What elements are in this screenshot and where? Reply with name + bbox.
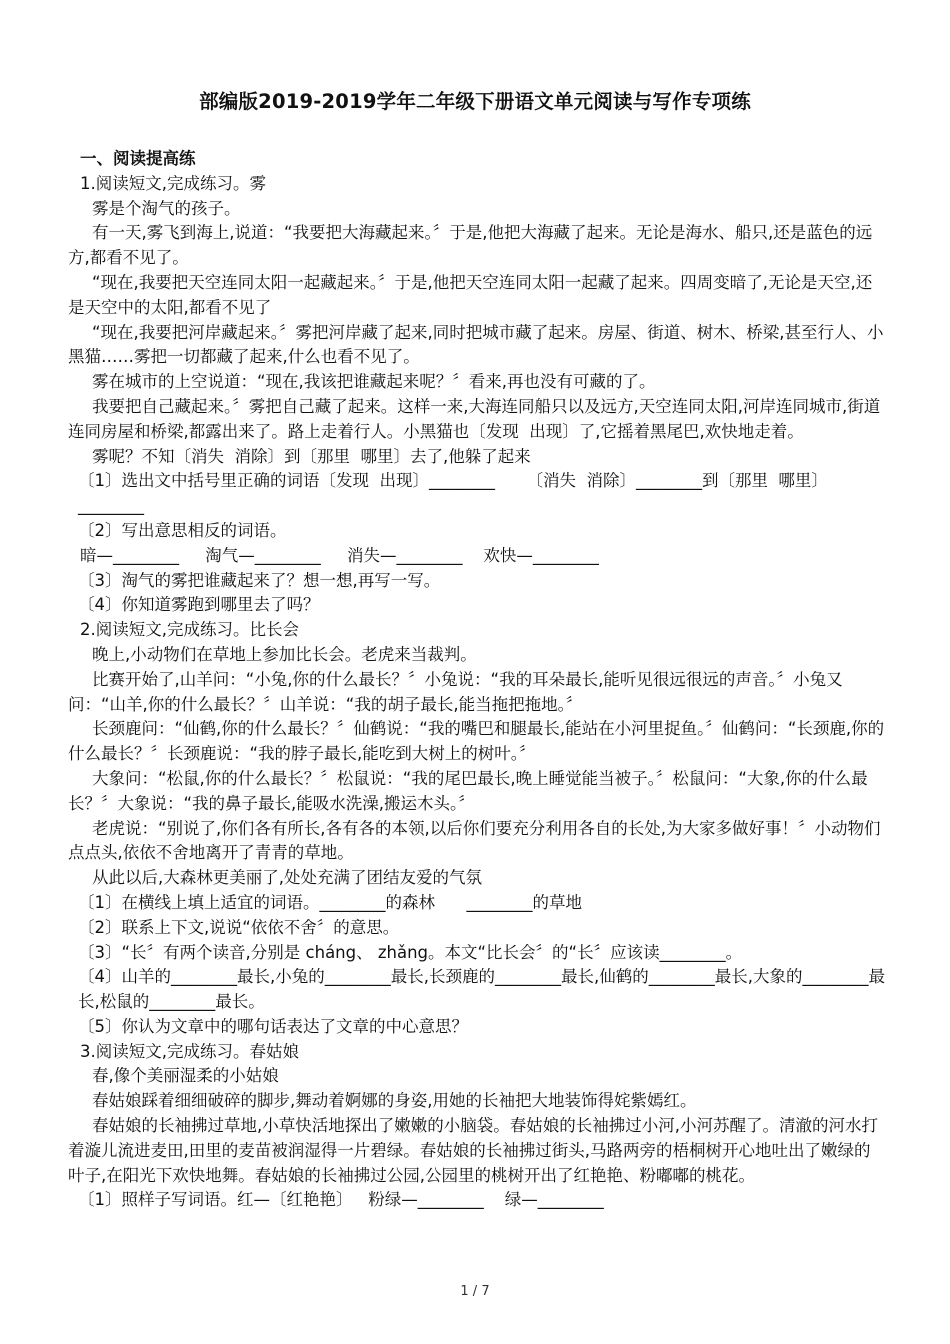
text-line: 春姑娘的长袖拂过草地,小草快活地探出了嫩嫩的小脑袋。春姑娘的长袖拂过小河,小河苏醒了。清澈的河水打着漩儿流进麦田,田里的麦苗被润湿得一片碧绿。春姑娘的长袖拂过街头,马路两旁的梧桐树开心地吐出了嫩绿的叶子,在阳光下欢快地舞。春姑娘的长袖拂过公园,公园里的桃树开出了红艳艳、粉嘟嘟的桃花。 [68,1116,878,1185]
text-line: 春姑娘踩着细细破碎的脚步,舞动着婀娜的身姿,用她的长袖把大地装饰得姹紫嫣红。 [92,1091,697,1111]
section-heading: 一、阅读提高练 [80,149,196,168]
text-line: 〔3〕淘气的雾把谁藏起来了？想一想,再写一写。 [78,570,441,590]
text-line: 长颈鹿问：“仙鹤,你的什么最长？〞仙鹤说：“我的嘴巴和腿最长,能站在小河里捉鱼。〞仙鹤问：“长颈鹿,你的什么最长？〞长颈鹿说：“我的脖子最长,能吃到大树上的树叶。〞 [68,719,885,764]
text-line: 〔3〕“长〞有两个读音,分别是 cháng、 zhǎng。本文“比长会〞的“长〞应该读________。 [78,942,743,962]
text-line: 雾在城市的上空说道：“现在,我该把谁藏起来呢？〞看来,再也没有可藏的了。 [92,372,656,392]
question-line: 2.阅读短文,完成练习。比长会 [80,620,299,640]
text-line: 晚上,小动物们在草地上参加比长会。老虎来当裁判。 [92,644,477,664]
text-line: 春,像个美丽湿柔的小姑娘 [92,1066,279,1086]
page-title: 部编版2019-2019学年二年级下册语文单元阅读与写作专项练 [199,90,751,113]
text-line: 大象问：“松鼠,你的什么最长？〞松鼠说：“我的尾巴最长,晚上睡觉能当被子。〞松鼠问：“大象,你的什么最长？〞大象说：“我的鼻子最长,能吸水洗澡,搬运木头。〞 [68,768,868,813]
page-number: 1 / 7 [460,1284,490,1299]
text-line: 〔5〕你认为文章中的哪句话表达了文章的中心意思？ [78,1016,468,1036]
text-line: 从此以后,大森林更美丽了,处处充满了团结友爱的气氛 [92,868,482,888]
text-line: “现在,我要把河岸藏起来。〞雾把河岸藏了起来,同时把城市藏了起来。房屋、街道、树木、桥梁,甚至行人、小黑猫……雾把一切都藏了起来,什么也看不见了。 [68,322,884,367]
text-line: 我要把自己藏起来。〞雾把自己藏了起来。这样一来,大海连同船只以及远方,天空连同太阳,河岸连同城市,街道连同房屋和桥梁,都露出来了。路上走着行人。小黑猫也〔发现 出现〕了,它摇着黑尾巴,欢快地走着。 [68,396,881,441]
text-line: 〔1〕选出文中括号里正确的词语〔发现 出现〕________ 〔消失 消除〕________到〔那里 哪里〕________ [78,471,828,516]
text-line: 雾呢？不知〔消失 消除〕到〔那里 哪里〕去了,他躲了起来 [92,446,531,466]
text-line: 〔2〕联系上下文,说说“依依不舍〞的意思。 [78,917,400,937]
text-line: 〔1〕照样子写词语。红—〔红艳艳〕 粉绿—________ 绿—________ [78,1190,604,1210]
text-line: 〔4〕你知道雾跑到哪里去了吗？ [78,595,320,615]
text-line: 〔4〕山羊的________最长,小兔的________最长,长颈鹿的________最长,仙鹤的________最长,大象的________最长,松鼠的________最长。 [78,967,885,1012]
text-line: 比赛开始了,山羊问：“小兔,你的什么最长？〞小兔说：“我的耳朵最长,能听见很远很远的声音。〞小兔又问：“山羊,你的什么最长？〞山羊说：“我的胡子最长,能当拖把拖地。〞 [68,669,843,714]
text-line: 雾是个淘气的孩子。 [92,198,241,218]
question-line: 1.阅读短文,完成练习。雾 [80,173,266,193]
text-line: 老虎说：“别说了,你们各有所长,各有各的本领,以后你们要充分利用各自的长处,为大家多做好事！〞小动物们点点头,依依不舍地离开了青青的草地。 [68,818,881,863]
question-line: 暗—________ 淘气—________ 消失—________ 欢快—________ [80,545,599,565]
text-line: 〔1〕在横线上填上适宜的词语。________的森林 ________的草地 [78,892,582,912]
document-body [68,147,886,1213]
question-line: 3.阅读短文,完成练习。春姑娘 [80,1041,299,1061]
text-line: 有一天,雾飞到海上,说道：“我要把大海藏起来。〞于是,他把大海藏了起来。无论是海水、船只,还是蓝色的远方,都看不见了。 [68,223,873,268]
text-line: “现在,我要把天空连同太阳一起藏起来。〞于是,他把天空连同太阳一起藏了起来。四周变暗了,无论是天空,还是天空中的太阳,都看不见了 [68,272,873,317]
text-line: 〔2〕写出意思相反的词语。 [78,520,287,540]
